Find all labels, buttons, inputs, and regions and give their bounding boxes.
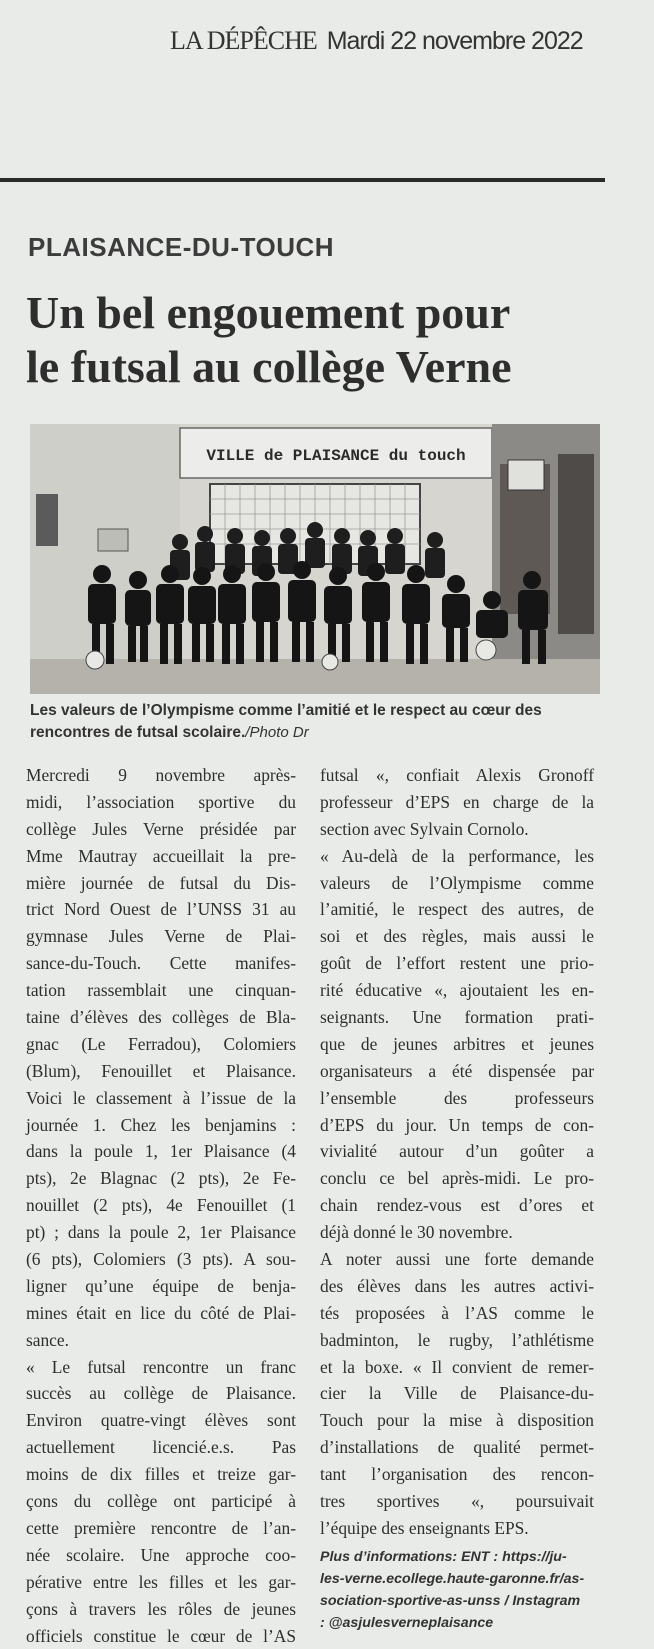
text-line: midi, l’association sportive du <box>26 789 296 816</box>
article-column-right <box>320 762 594 1634</box>
headline-line: le futsal au collège Verne <box>26 340 616 394</box>
info-line: : @asjulesverneplaisance <box>320 1612 594 1634</box>
text-line: organisateurs a été dispensée par <box>320 1058 594 1085</box>
text-line: conclu ce bel après-midi. Le pro- <box>320 1165 594 1192</box>
text-line: mière journée de futsal du Dis- <box>26 870 296 897</box>
text-line: l’amitié, le respect des autres, de <box>320 896 594 923</box>
text-line: pérative entre les filles et les gar- <box>26 1569 296 1596</box>
text-line: Environ quatre-vingt élèves sont <box>26 1407 296 1434</box>
header-rule <box>0 178 605 182</box>
text-line: l’équipe des enseignants EPS. <box>320 1515 594 1542</box>
text-line: tres sportives «, poursuivait <box>320 1488 594 1515</box>
text-line: dans la poule 1, 1er Plaisance (4 <box>26 1138 296 1165</box>
text-line: cette première rencontre de l’an- <box>26 1515 296 1542</box>
text-line: des élèves dans les autres activi- <box>320 1273 594 1300</box>
text-line: taine d’élèves des collèges de Bla- <box>26 1004 296 1031</box>
text-line: Mercredi 9 novembre après- <box>26 762 296 789</box>
text-line: Voici le classement à l’issue de la <box>26 1085 296 1112</box>
text-line: tant l’organisation des rencon- <box>320 1461 594 1488</box>
text-line: l’ensemble des professeurs <box>320 1085 594 1112</box>
text-line: gymnase Jules Verne de Plai- <box>26 923 296 950</box>
text-line: cier la Ville de Plaisance-du- <box>320 1380 594 1407</box>
team-photo <box>30 424 600 694</box>
text-line: et la boxe. « Il convient de remer- <box>320 1354 594 1381</box>
text-line: (Blum), Fenouillet et Plaisance. <box>26 1058 296 1085</box>
headline-line: Un bel engouement pour <box>26 286 616 340</box>
text-line: pt) ; dans la poule 2, 1er Plaisance <box>26 1219 296 1246</box>
article-headline <box>26 286 616 394</box>
section-kicker: PLAISANCE-DU-TOUCH <box>28 232 334 263</box>
text-line: « Le futsal rencontre un franc <box>26 1354 296 1381</box>
info-line: sociation-sportive-as-unss / Instagram <box>320 1590 594 1612</box>
text-line: née scolaire. Une approche coo- <box>26 1542 296 1569</box>
text-line: section avec Sylvain Cornolo. <box>320 816 594 843</box>
text-line: moins de dix filles et treize gar- <box>26 1461 296 1488</box>
text-line: rité éducative «, ajoutaient les en- <box>320 977 594 1004</box>
text-line: sance-du-Touch. Cette manifes- <box>26 950 296 977</box>
text-line: A noter aussi une forte demande <box>320 1246 594 1273</box>
text-line: seignants. Une formation prati- <box>320 1004 594 1031</box>
more-info <box>320 1546 594 1634</box>
text-line: collège Jules Verne présidée par <box>26 816 296 843</box>
text-line: que de jeunes arbitres et jeunes <box>320 1031 594 1058</box>
info-line: les-verne.ecollege.haute-garonne.fr/as- <box>320 1568 594 1590</box>
text-line: goût de l’effort restent une prio- <box>320 950 594 977</box>
text-line: officiels constitue le cœur de l’AS <box>26 1623 296 1649</box>
text-line: chain rendez-vous est d’ores et <box>320 1192 594 1219</box>
text-line: çons du collège ont participé à <box>26 1488 296 1515</box>
text-line: ligner qu’une équipe de benja- <box>26 1273 296 1300</box>
text-line: çons à travers les rôles de jeunes <box>26 1596 296 1623</box>
text-line: vivialité autour d’un goûter a <box>320 1138 594 1165</box>
photo-caption <box>30 700 610 744</box>
banner-text: VILLE de PLAISANCE du touch <box>206 447 465 465</box>
text-line: pts), 2e Blagnac (2 pts), 2e Fe- <box>26 1165 296 1192</box>
info-line: Plus d’informations: ENT : https://ju- <box>320 1546 594 1568</box>
article-column-left <box>26 762 296 1649</box>
caption-text: Les valeurs de l’Olympisme comme l’amitié et le respect au cœur des rencontres de futsal scolaire. <box>30 702 542 741</box>
text-line: d’EPS du jour. Un temps de con- <box>320 1112 594 1139</box>
text-line: badminton, le rugby, l’athlétisme <box>320 1327 594 1354</box>
masthead <box>170 26 610 56</box>
text-line: « Au-delà de la performance, les <box>320 843 594 870</box>
text-line: d’installations de qualité permet- <box>320 1434 594 1461</box>
text-line: gnac (Le Ferradou), Colomiers <box>26 1031 296 1058</box>
text-line: succès au collège de Plaisance. <box>26 1380 296 1407</box>
text-line: professeur d’EPS en charge de la <box>320 789 594 816</box>
text-line: futsal «, confiait Alexis Gronoff <box>320 762 594 789</box>
text-line: journée 1. Chez les benjamins : <box>26 1112 296 1139</box>
text-line: mines était en lice du côté de Plai- <box>26 1300 296 1327</box>
text-line: valeurs de l’Olympisme comme <box>320 870 594 897</box>
text-line: actuellement licencié.e.s. Pas <box>26 1434 296 1461</box>
text-line: soi et des règles, mais aussi le <box>320 923 594 950</box>
photo-credit: /Photo Dr <box>245 724 308 741</box>
text-line: (6 pts), Colomiers (3 pts). A sou- <box>26 1246 296 1273</box>
text-line: sance. <box>26 1327 296 1354</box>
newspaper-name: LA DÉPÊCHE <box>170 26 317 55</box>
text-line: nouillet (2 pts), 4e Fenouillet (1 <box>26 1192 296 1219</box>
text-line: déjà donné le 30 novembre. <box>320 1219 594 1246</box>
text-line: Mme Mautray accueillait la pre- <box>26 843 296 870</box>
text-line: tés proposées à l’AS comme le <box>320 1300 594 1327</box>
text-line: tation rassemblait une cinquan- <box>26 977 296 1004</box>
text-line: Touch pour la mise à disposition <box>320 1407 594 1434</box>
publication-date: Mardi 22 novembre 2022 <box>327 27 583 55</box>
text-line: trict Nord Ouest de l’UNSS 31 au <box>26 896 296 923</box>
